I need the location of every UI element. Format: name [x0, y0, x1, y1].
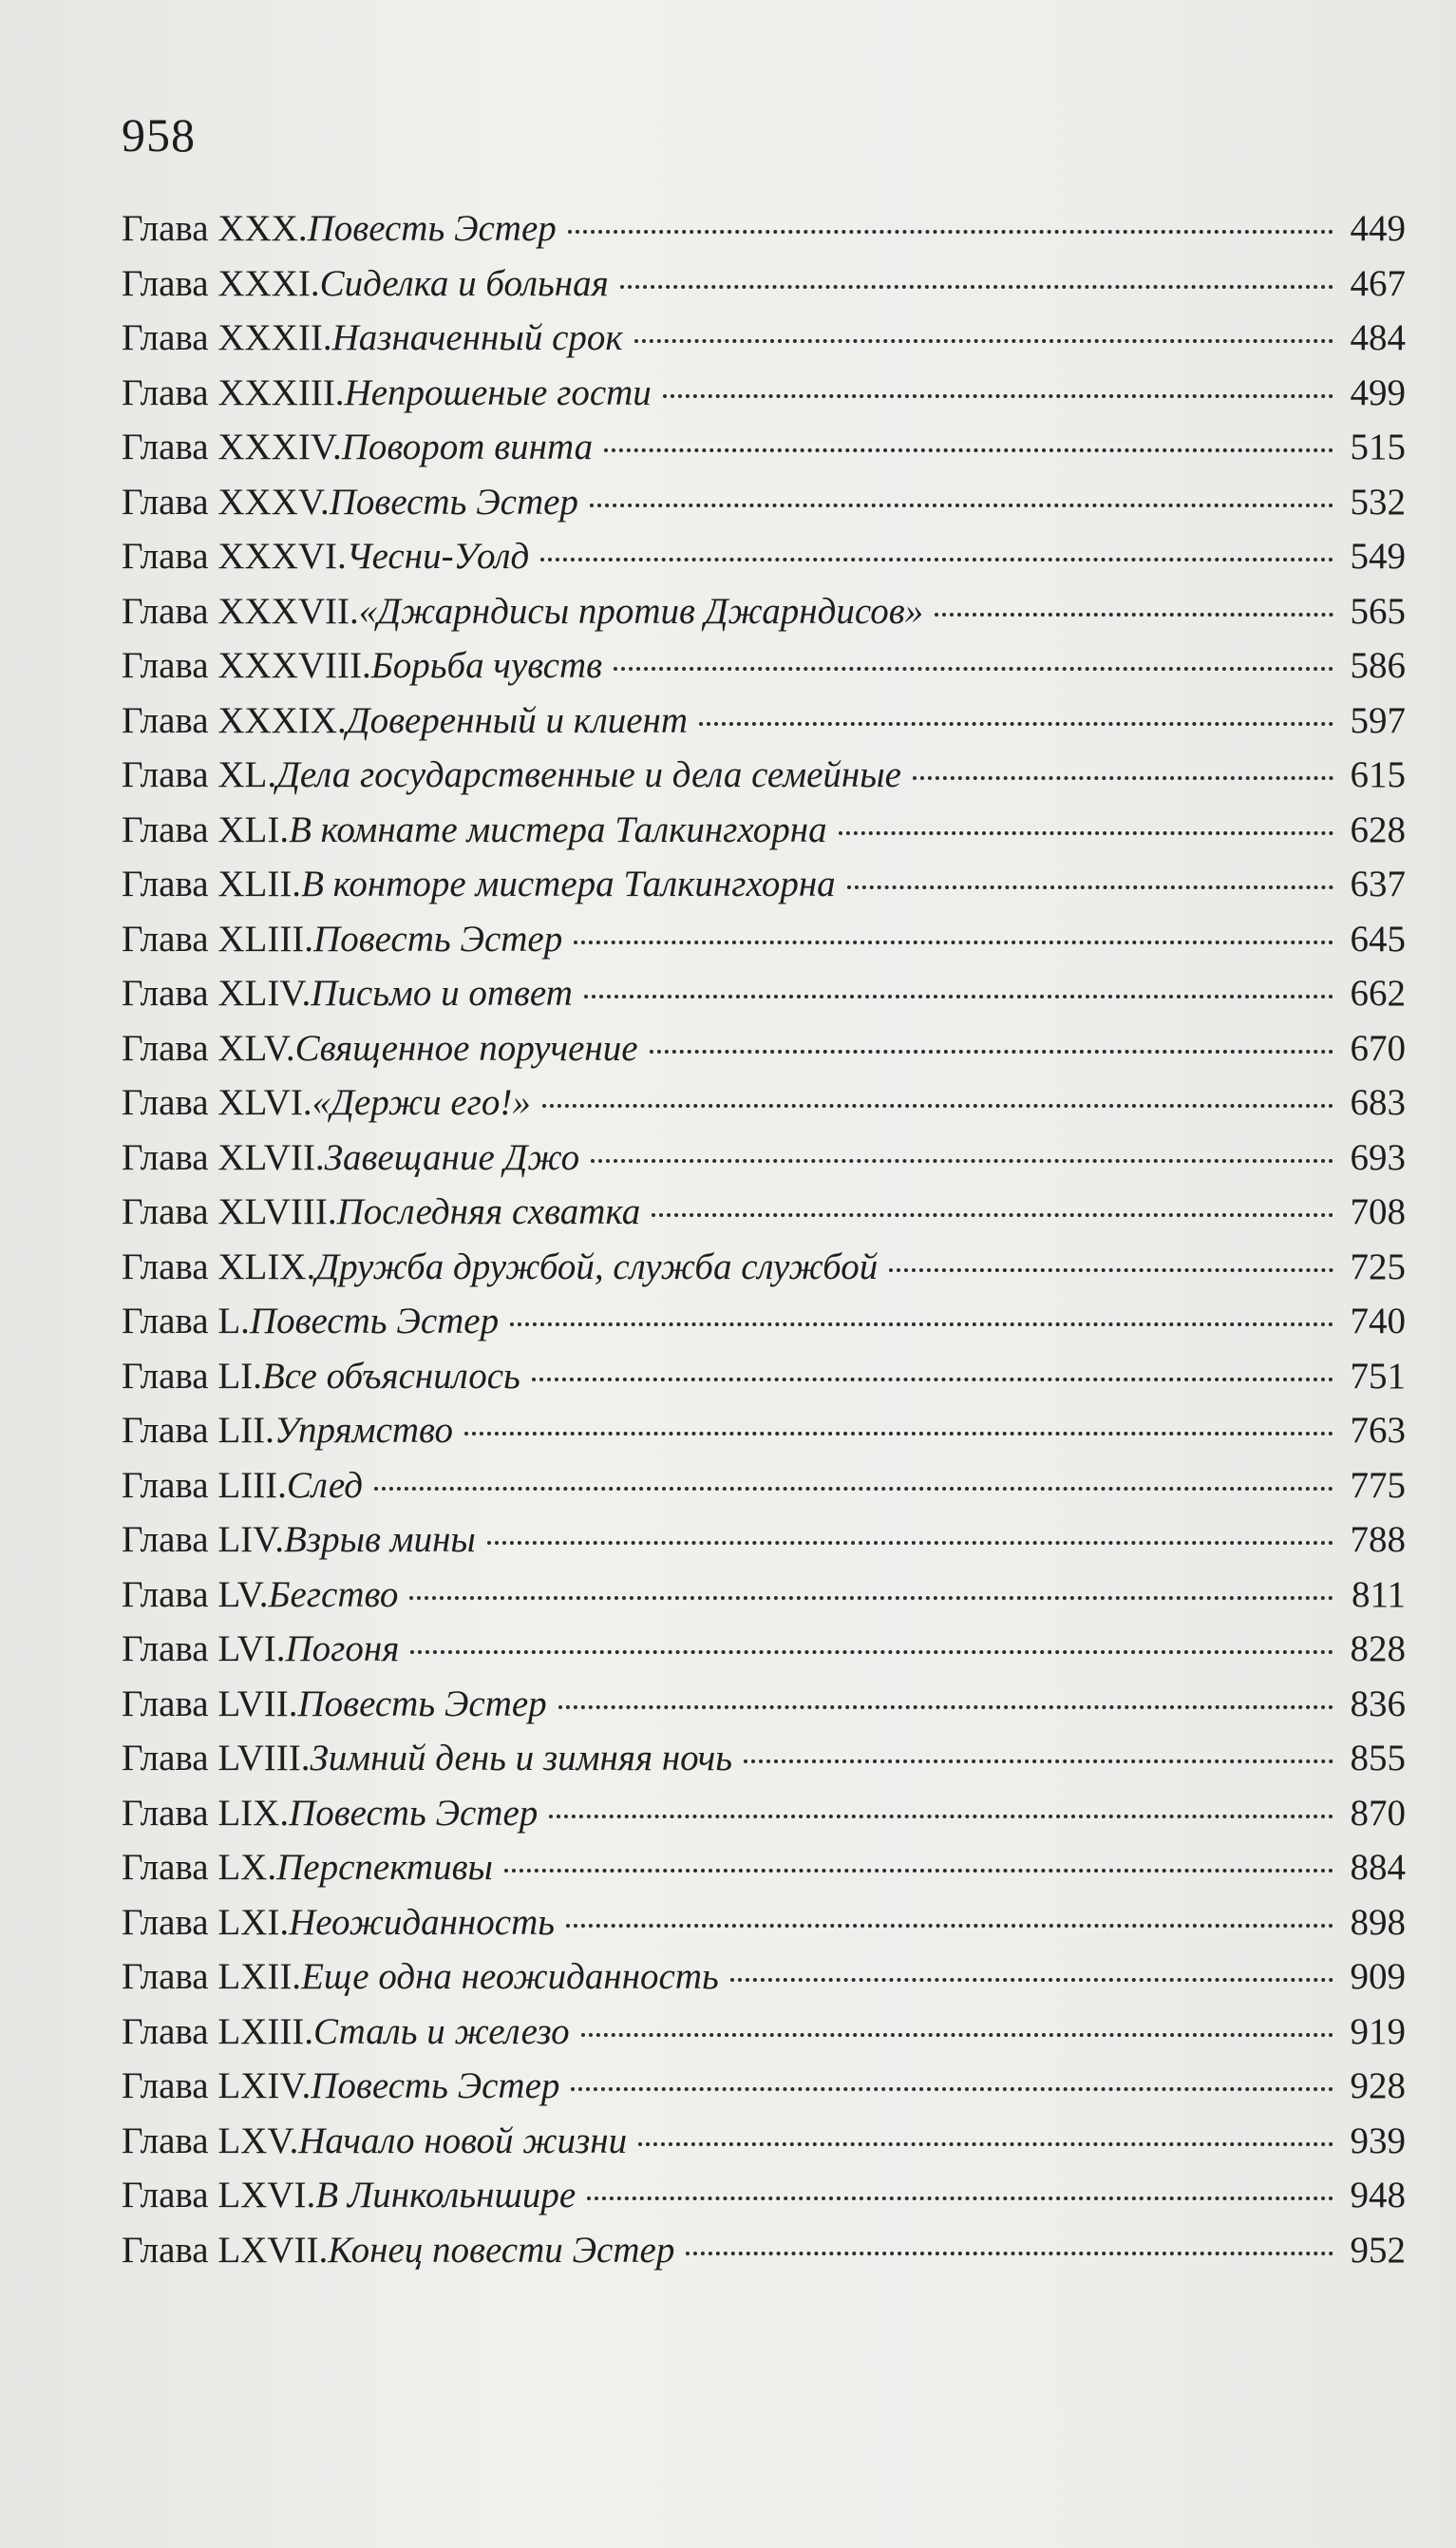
dot-leader [847, 885, 1333, 889]
chapter-page-ref: 836 [1350, 1683, 1406, 1724]
chapter-page-ref: 828 [1350, 1628, 1406, 1669]
dot-leader [566, 1924, 1333, 1928]
chapter-label: Глава LX. [122, 1847, 277, 1888]
toc-entry [122, 475, 1406, 530]
chapter-title: Доверенный и клиент [346, 699, 689, 741]
chapter-label: Глава XXXVII. [122, 590, 359, 632]
chapter-title: Письмо и ответ [311, 973, 573, 1014]
dot-leader [464, 1432, 1333, 1436]
toc-entry [122, 1731, 1406, 1786]
toc-entry [122, 1075, 1406, 1131]
dot-leader [620, 285, 1333, 289]
toc-entry [122, 694, 1406, 749]
chapter-page-ref: 884 [1350, 1847, 1406, 1888]
dot-leader [510, 1322, 1333, 1326]
toc-entry [122, 1240, 1406, 1295]
chapter-title: Назначенный срок [331, 317, 623, 358]
toc-entry [122, 2168, 1406, 2223]
chapter-title: Неожиданность [289, 1901, 555, 1943]
dot-leader [650, 1050, 1333, 1054]
chapter-page-ref: 670 [1350, 1027, 1406, 1069]
chapter-page-ref: 751 [1350, 1355, 1406, 1397]
toc-entry [122, 366, 1406, 421]
chapter-page-ref: 909 [1350, 1956, 1406, 1997]
chapter-label: Глава XXXVIII. [122, 645, 371, 686]
chapter-page-ref: 499 [1350, 371, 1406, 413]
toc-entry [122, 420, 1406, 475]
chapter-label: Глава XXX. [122, 208, 308, 249]
chapter-label: Глава XXXV. [122, 481, 330, 523]
chapter-label: Глава XLV. [122, 1027, 295, 1069]
chapter-title: Повесть Эстер [307, 208, 557, 249]
chapter-title: Все объяснилось [261, 1355, 520, 1397]
toc-entry [122, 803, 1406, 858]
chapter-page-ref: 898 [1350, 1901, 1406, 1943]
toc-entry [122, 1131, 1406, 1186]
chapter-title: Повесть Эстер [249, 1301, 500, 1341]
chapter-label: Глава XLIX. [122, 1245, 316, 1287]
toc-entry [122, 311, 1406, 366]
chapter-page-ref: 565 [1350, 590, 1406, 632]
dot-leader [568, 230, 1333, 234]
chapter-label: Глава LXII. [122, 1956, 302, 1997]
chapter-title: Перспективы [276, 1847, 493, 1888]
toc-entry [122, 748, 1406, 803]
dot-leader [571, 2087, 1333, 2091]
chapter-label: Глава XXXII. [122, 317, 332, 358]
chapter-label: Глава XXXI. [122, 262, 320, 304]
toc-entry [122, 1349, 1406, 1404]
chapter-label: Глава L. [122, 1301, 250, 1341]
chapter-title: Священное поручение [294, 1027, 638, 1069]
chapter-title: Упрямство [274, 1410, 453, 1451]
chapter-label: Глава LII. [122, 1410, 274, 1451]
toc-entry [122, 1622, 1406, 1677]
chapter-label: Глава XLIV. [122, 973, 312, 1014]
chapter-page-ref: 628 [1350, 808, 1406, 850]
dot-leader [542, 1104, 1333, 1108]
dot-leader [504, 1869, 1333, 1873]
chapter-label: Глава XL. [122, 754, 277, 795]
chapter-title: Начало новой жизни [298, 2120, 628, 2161]
dot-leader [638, 2142, 1333, 2146]
toc-entry [122, 912, 1406, 967]
toc-entry [122, 201, 1406, 257]
toc-entry [122, 638, 1406, 694]
toc-entry [122, 1458, 1406, 1513]
chapter-title: Дружба дружбой, служба службой [315, 1245, 879, 1287]
dot-leader [839, 831, 1333, 835]
chapter-page-ref: 855 [1350, 1738, 1406, 1778]
chapter-page-ref: 515 [1350, 427, 1406, 467]
toc-entry [122, 857, 1406, 912]
dot-leader [889, 1268, 1333, 1272]
chapter-page-ref: 615 [1350, 754, 1406, 795]
chapter-title: След [286, 1464, 363, 1506]
dot-leader [409, 1596, 1333, 1600]
dot-leader [604, 448, 1333, 452]
chapter-title: Повесть Эстер [329, 481, 578, 523]
dot-leader [549, 1815, 1333, 1818]
chapter-title: Бегство [268, 1573, 399, 1615]
chapter-page-ref: 683 [1350, 1082, 1406, 1123]
chapter-title: В конторе мистера Талкингхорна [301, 864, 836, 904]
chapter-label: Глава LV. [122, 1573, 269, 1615]
dot-leader [730, 1978, 1333, 1982]
dot-leader [590, 504, 1333, 507]
chapter-page-ref: 952 [1350, 2229, 1406, 2271]
dot-leader [634, 339, 1333, 343]
toc-entry [122, 1512, 1406, 1568]
toc-entry [122, 1840, 1406, 1895]
chapter-title: В Линкольншире [315, 2175, 577, 2215]
toc-entry [122, 2114, 1406, 2169]
chapter-page-ref: 939 [1350, 2120, 1406, 2161]
chapter-label: Глава LXVI. [122, 2175, 316, 2215]
chapter-label: Глава XXXIX. [122, 699, 347, 741]
chapter-label: Глава XXXIV. [122, 427, 342, 467]
chapter-label: Глава XLVI. [122, 1082, 312, 1123]
chapter-title: Еще одна неожиданность [301, 1956, 719, 1997]
dot-leader [591, 1159, 1333, 1163]
chapter-page-ref: 775 [1350, 1464, 1406, 1506]
chapter-title: Борьба чувств [370, 645, 603, 686]
chapter-title: Сталь и железо [313, 2010, 570, 2052]
chapter-title: Погоня [285, 1628, 400, 1669]
chapter-title: Повесть Эстер [297, 1683, 547, 1724]
chapter-page-ref: 597 [1350, 699, 1406, 741]
chapter-title: «Джарндисы против Джарндисов» [358, 590, 924, 632]
chapter-page-ref: 662 [1350, 973, 1406, 1014]
dot-leader [699, 722, 1333, 726]
chapter-label: Глава XLIII. [122, 918, 314, 960]
dot-leader [614, 667, 1333, 671]
dot-leader [410, 1650, 1333, 1654]
chapter-title: Последняя схватка [336, 1191, 641, 1232]
chapter-page-ref: 532 [1350, 481, 1406, 523]
chapter-title: Сиделка и больная [319, 262, 609, 304]
toc-entry [122, 2059, 1406, 2114]
chapter-label: Глава LXVII. [122, 2229, 329, 2271]
chapter-label: Глава XLVII. [122, 1136, 325, 1178]
dot-leader [558, 1705, 1333, 1709]
chapter-page-ref: 763 [1350, 1410, 1406, 1451]
chapter-title: Чесни-Уолд [346, 536, 530, 577]
chapter-label: Глава LXIV. [122, 2065, 312, 2106]
chapter-label: Глава LIV. [122, 1519, 285, 1560]
dot-leader [652, 1213, 1333, 1217]
chapter-label: Глава LIII. [122, 1464, 287, 1506]
chapter-label: Глава XXXIII. [122, 371, 345, 413]
chapter-label: Глава LXIII. [122, 2010, 314, 2052]
toc-entry [122, 1895, 1406, 1950]
dot-leader [487, 1541, 1333, 1545]
chapter-page-ref: 549 [1350, 536, 1406, 577]
dot-leader [581, 2033, 1333, 2037]
chapter-label: Глава LIX. [122, 1792, 290, 1834]
table-of-contents [122, 201, 1406, 2277]
chapter-label: Глава XLVIII. [122, 1191, 337, 1232]
chapter-title: Повесть Эстер [289, 1792, 539, 1834]
dot-leader [935, 613, 1333, 617]
dot-leader [686, 2252, 1333, 2255]
chapter-page-ref: 788 [1350, 1519, 1406, 1560]
chapter-page-ref: 948 [1350, 2175, 1406, 2215]
chapter-page-ref: 919 [1350, 2010, 1406, 2052]
dot-leader [663, 394, 1333, 398]
toc-entry [122, 584, 1406, 639]
chapter-page-ref: 586 [1350, 645, 1406, 686]
chapter-title: Повесть Эстер [311, 2065, 560, 2106]
toc-entry [122, 1294, 1406, 1349]
chapter-page-ref: 928 [1350, 2065, 1406, 2106]
dot-leader [587, 2196, 1333, 2200]
chapter-title: В комнате мистера Талкингхорна [289, 808, 827, 850]
chapter-title: Непрошеные гости [344, 371, 652, 413]
dot-leader [374, 1487, 1333, 1491]
toc-entry [122, 1403, 1406, 1458]
chapter-page-ref: 484 [1350, 317, 1406, 358]
chapter-title: «Держи его!» [312, 1082, 531, 1123]
chapter-label: Глава LVIII. [122, 1738, 311, 1778]
toc-entry [122, 1786, 1406, 1841]
chapter-page-ref: 725 [1350, 1245, 1406, 1287]
chapter-label: Глава LXV. [122, 2120, 299, 2161]
toc-entry [122, 1021, 1406, 1076]
toc-entry [122, 1568, 1406, 1623]
chapter-label: Глава LVI. [122, 1628, 286, 1669]
dot-leader [744, 1759, 1333, 1763]
dot-leader [584, 995, 1333, 998]
chapter-page-ref: 467 [1350, 262, 1406, 304]
chapter-page-ref: 645 [1350, 918, 1406, 960]
toc-entry [122, 966, 1406, 1021]
dot-leader [532, 1378, 1333, 1381]
dot-leader [574, 941, 1333, 944]
dot-leader [540, 558, 1333, 561]
toc-entry [122, 2005, 1406, 2060]
chapter-title: Повесть Эстер [313, 918, 563, 960]
chapter-page-ref: 811 [1351, 1573, 1406, 1615]
toc-entry [122, 257, 1406, 312]
chapter-page-ref: 708 [1350, 1191, 1406, 1232]
chapter-label: Глава LXI. [122, 1901, 290, 1943]
chapter-title: Дела государственные и дела семейные [276, 754, 901, 795]
chapter-page-ref: 449 [1350, 208, 1406, 249]
chapter-label: Глава LI. [122, 1355, 262, 1397]
toc-entry [122, 1949, 1406, 2005]
chapter-label: Глава XLII. [122, 864, 302, 904]
chapter-title: Завещание Джо [324, 1136, 580, 1178]
chapter-page-ref: 740 [1350, 1301, 1406, 1341]
chapter-page-ref: 870 [1350, 1792, 1406, 1834]
chapter-title: Взрыв мины [284, 1519, 476, 1560]
chapter-label: Глава XLI. [122, 808, 290, 850]
toc-entry [122, 1677, 1406, 1732]
chapter-page-ref: 637 [1350, 864, 1406, 904]
toc-entry [122, 2223, 1406, 2278]
dot-leader [913, 776, 1333, 780]
chapter-label: Глава LVII. [122, 1683, 298, 1724]
chapter-title: Поворот винта [341, 427, 594, 467]
chapter-title: Конец повести Эстер [328, 2229, 675, 2271]
chapter-label: Глава XXXVI. [122, 536, 347, 577]
page-number: 958 [122, 108, 196, 162]
toc-entry [122, 529, 1406, 584]
chapter-title: Зимний день и зимняя ночь [310, 1738, 733, 1778]
chapter-page-ref: 693 [1350, 1136, 1406, 1178]
toc-entry [122, 1185, 1406, 1240]
